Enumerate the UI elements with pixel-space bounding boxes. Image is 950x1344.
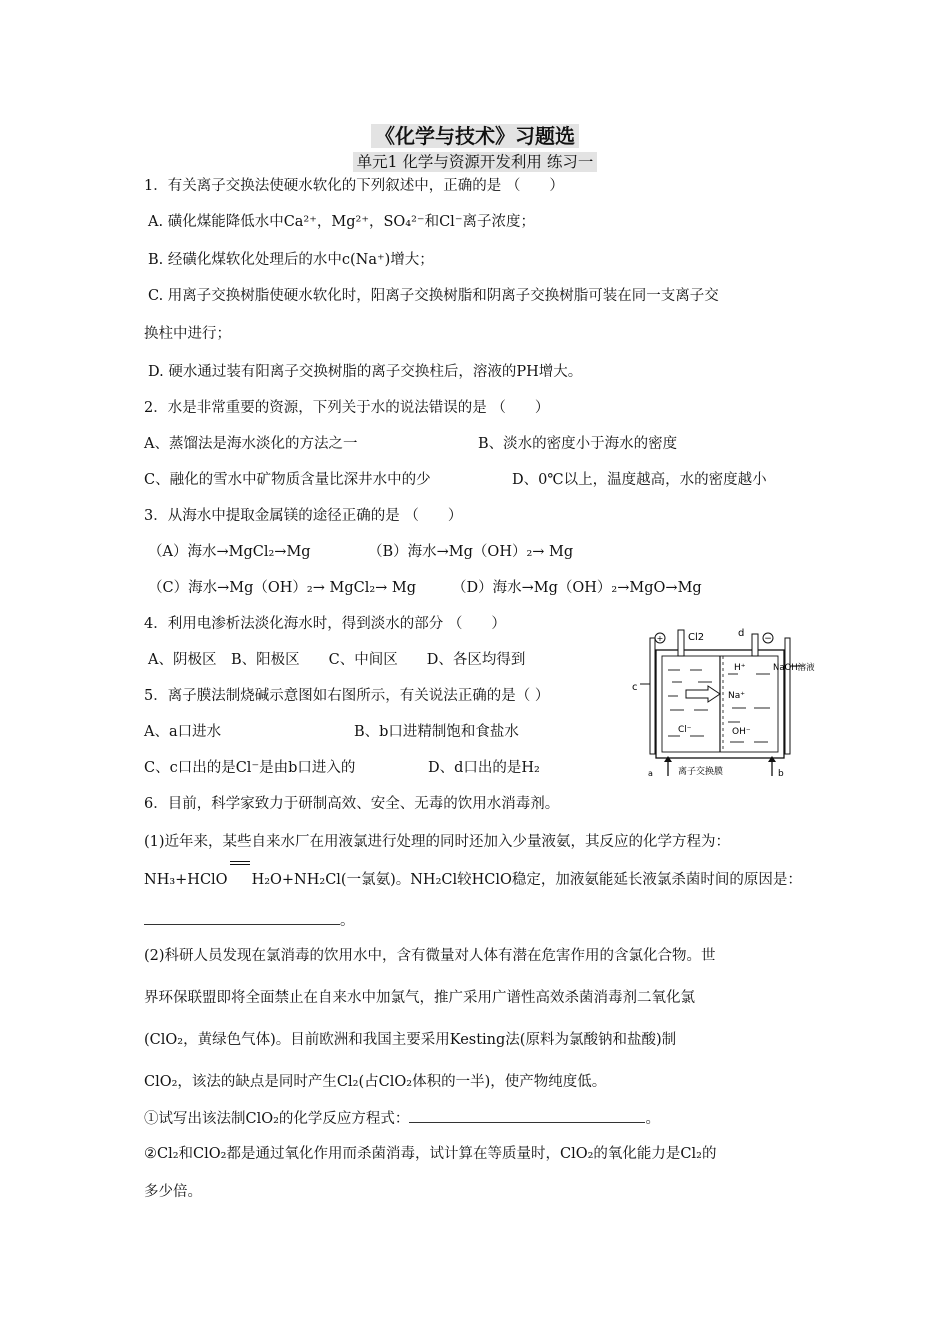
doc-subtitle: 单元1 化学与资源开发利用 练习一 [0,150,950,172]
q6-sub1: ①试写出该法制ClO₂的化学反应方程式： 。 [144,1108,660,1129]
membrane-label: 离子交换膜 [678,767,724,777]
q3-option-b: （B）海水→Mg（OH）₂→ Mg [368,544,574,560]
q1-option-c-line2: 换柱中进行； [144,326,231,342]
q2-option-b: B、淡水的密度小于海水的密度 [478,436,678,452]
q1-option-a: A. 磺化煤能降低水中Ca²⁺，Mg²⁺，SO₄²⁻和Cl⁻离子浓度； [148,214,535,230]
q1-option-c-line1: C. 用离子交换树脂使硬水软化时，阳离子交换树脂和阴离子交换树脂可装在同一支离子交 [148,288,719,304]
na-migration-arrow [686,686,720,702]
anode-electrode [650,638,655,754]
cl-ion-label: Cl⁻ [678,725,692,735]
q4-stem: 4．利用电渗析法淡化海水时，得到淡水的部分 （ ） [144,616,506,632]
plus-label: + [656,634,664,643]
q3-option-c: （C）海水→Mg（OH）₂→ MgCl₂→ Mg [148,580,417,596]
q1-option-d: D. 硬水通过装有阳离子交换树脂的离子交换柱后，溶液的PH增大。 [148,364,583,380]
q1-option-b: B. 经磺化煤软化处理后的水中c(Na⁺)增大； [148,252,434,268]
q3-option-a: （A）海水→MgCl₂→Mg [148,544,311,560]
c-label: c [632,682,638,693]
answer-blank[interactable] [144,910,340,925]
q6-sub2-line1: ②Cl₂和ClO₂都是通过氧化作用而杀菌消毒，试计算在等质量时，ClO₂的氧化能力是Cl₂的 [144,1146,717,1162]
q2-option-a: A、蒸馏法是海水淡化的方法之一 [144,436,358,452]
q6-part2-line4: ClO₂，该法的缺点是同时产生Cl₂(占ClO₂体积的一半)，使产物纯度低。 [144,1074,607,1090]
q6-part2-line3: (ClO₂，黄绿色气体)。目前欧洲和我国主要采用Kesting法(原料为氯酸钠和盐酸)制 [144,1032,677,1048]
q6-equation-line [144,870,802,890]
oh-ion-label: OH⁻ [732,727,751,737]
doc-title: 《化学与技术》习题选 [0,120,950,149]
q5-stem: 5．离子膜法制烧碱示意图如右图所示，有关说法正确的是（ ） [144,688,550,704]
ion-membrane-cell-diagram [628,624,824,784]
q5-option-a: A、a口进水 [144,724,222,740]
cathode-electrode [785,638,790,754]
h-ion-label: H⁺ [734,663,746,673]
a-label: a [648,769,653,778]
q2-stem: 2．水是非常重要的资源，下列关于水的说法错误的是 （ ） [144,400,550,416]
minus-label: − [764,634,772,644]
q5-option-b: B、b口进精制饱和食盐水 [354,724,519,740]
naoh-label: NaOH溶液 [773,663,815,673]
q5-option-c: C、c口出的是Cl⁻是由b口进入的 [144,760,356,776]
na-ion-label: Na⁺ [728,691,745,701]
q6-eq-left: NH₃+HClO [144,872,228,888]
cl2-label: Cl2 [688,632,705,643]
q1-stem: 1．有关离子交换法使硬水软化的下列叙述中，正确的是 （ ） [144,178,564,194]
q6-eq-right: H₂O+NH₂Cl(一氯氨)。NH₂Cl较HClO稳定，加液氨能延长液氯杀菌时间的原因是： [251,872,802,888]
b-label: b [778,769,784,779]
q4-options: A、阴极区 B、阳极区 C、中间区 D、各区均得到 [148,652,526,668]
q6-stem: 6．目前，科学家致力于研制高效、安全、无毒的饮用水消毒剂。 [144,796,560,812]
q6-part2-line2: 界环保联盟即将全面禁止在自来水中加氯气，推广采用广谱性高效杀菌消毒剂二氧化氯 [144,990,695,1006]
q2-option-d: D、0℃以上，温度越高，水的密度越小 [512,472,767,488]
q6-answer-line-1: 。 [144,910,355,931]
q3-stem: 3．从海水中提取金属镁的途径正确的是 （ ） [144,508,463,524]
q5-option-d: D、d口出的是H₂ [428,760,540,776]
q2-option-c: C、融化的雪水中矿物质含量比深井水中的少 [144,472,431,488]
q3-option-d: （D）海水→Mg（OH）₂→MgO→Mg [452,580,702,596]
q6-sub2-line2: 多少倍。 [144,1184,202,1200]
d-outlet-pipe [752,634,758,656]
q6-part1: (1)近年来，某些自来水厂在用液氯进行处理的同时还加入少量液氨，其反应的化学方程为： [144,834,731,850]
q6-part2-line1: (2)科研人员发现在氯消毒的饮用水中，含有微量对人体有潜在危害作用的含氯化合物。世 [144,948,716,964]
cl2-outlet-pipe [678,630,684,656]
d-label: d [738,628,745,639]
equilibrium-sign [228,870,252,890]
equation-answer-blank[interactable] [409,1108,645,1123]
